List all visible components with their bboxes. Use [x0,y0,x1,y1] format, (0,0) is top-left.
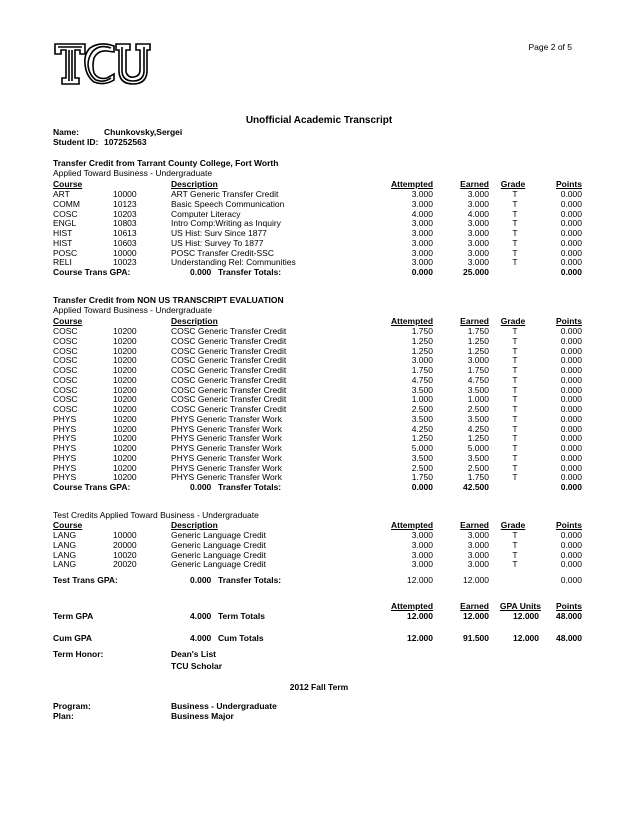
course-description: COSC Generic Transfer Credit [171,355,287,366]
course-description: Intro Comp:Writing as Inquiry [171,218,281,229]
points: 0.000 [560,413,582,424]
earned: 3.500 [467,384,489,395]
course-number: 10023 [113,257,137,268]
course-number: 10200 [113,355,137,366]
points: 0.000 [560,355,582,366]
totals-points: 0.000 [560,482,582,492]
term-honor-deans-list: Dean's List [171,649,217,659]
attempted: 3.000 [411,257,433,268]
attempted: 1.000 [411,394,433,405]
course-number: 20000 [113,539,137,550]
grade: T [512,539,518,550]
plan-label: Plan: [53,711,74,721]
points: 0.000 [560,472,582,483]
course-number: 10000 [113,189,137,199]
header-points: Points [556,520,582,530]
term-gpa-label: Term GPA [53,611,94,621]
attempted: 1.750 [411,472,433,483]
earned: 1.000 [467,394,489,405]
earned: 1.750 [467,472,489,483]
points: 0.000 [560,462,582,473]
attempted: 3.500 [411,452,433,463]
course-code: PHYS [53,452,77,463]
attempted: 3.000 [411,559,433,570]
course-number: 10603 [113,237,137,248]
course-code: PHYS [53,423,77,434]
attempted: 4.750 [411,374,433,385]
grade: T [512,472,518,483]
earned: 3.500 [467,413,489,424]
earned: 3.000 [467,237,489,248]
course-code: COSC [53,394,78,405]
header-points: Points [556,179,582,189]
header-points: Points [556,316,582,326]
course-description: PHYS Generic Transfer Work [171,423,282,434]
earned: 3.000 [467,355,489,366]
course-number: 10200 [113,384,137,395]
grade: T [512,326,518,336]
grade: T [512,423,518,434]
course-description: PHYS Generic Transfer Work [171,443,282,453]
course-number: 10200 [113,423,137,434]
term-earned: 12.000 [463,611,489,621]
course-description: Generic Language Credit [171,559,266,570]
course-code: COSC [53,208,78,219]
grade: T [512,394,518,405]
course-code: ART [53,189,70,199]
course-code: ENGL [53,218,77,229]
attempted: 3.000 [411,198,433,209]
term-gpa: 4.000 [190,611,212,621]
header-points: Points [556,601,582,611]
earned: 3.000 [467,189,489,199]
attempted: 4.250 [411,423,433,434]
course-number: 10803 [113,218,137,229]
course-description: COSC Generic Transfer Credit [171,384,287,395]
course-number: 10020 [113,549,137,560]
attempted: 1.750 [411,365,433,375]
attempted: 3.000 [411,218,433,229]
totals-earned: 25.000 [463,267,489,277]
header-attempted: Attempted [391,179,434,189]
trans-gpa-value: 0.000 [190,482,212,492]
transfer-totals-label: Transfer Totals: [218,575,282,585]
attempted: 3.000 [411,228,433,238]
course-number: 10200 [113,326,137,336]
earned: 1.750 [467,326,489,336]
earned: 3.000 [467,257,489,268]
trans-gpa-value: 0.000 [190,267,212,277]
earned: 2.500 [467,462,489,473]
course-description: COSC Generic Transfer Credit [171,404,287,414]
cum-totals-label: Cum Totals [218,633,264,643]
term-honor-tcu-scholar: TCU Scholar [171,661,223,671]
course-code: RELI [53,257,72,268]
header-gpa-units: GPA Units [499,601,541,611]
course-code: COSC [53,326,78,336]
course-code: COSC [53,374,78,385]
grade: T [512,374,518,385]
earned: 1.250 [467,345,489,356]
student-id: 107252563 [104,137,147,147]
totals-attempted: 0.000 [411,482,433,492]
section-subtitle: Applied Toward Business - Undergraduate [53,168,213,178]
grade: T [512,462,518,473]
course-code: HIST [53,237,73,248]
attempted: 1.250 [411,335,433,346]
grade: T [512,335,518,346]
attempted: 3.000 [411,530,433,540]
course-description: COSC Generic Transfer Credit [171,326,287,336]
trans-gpa-label: Course Trans GPA: [53,267,131,277]
attempted: 3.500 [411,384,433,395]
course-description: ART Generic Transfer Credit [171,189,279,199]
course-number: 10613 [113,228,137,238]
trans-gpa-label: Course Trans GPA: [53,482,131,492]
points: 0.000 [560,530,582,540]
trans-gpa-label: Test Trans GPA: [53,575,118,585]
header-grade: Grade [500,179,526,189]
term-points: 48.000 [556,611,582,621]
grade: T [512,345,518,356]
course-number: 10203 [113,208,137,219]
course-description: Basic Speech Communication [171,198,285,209]
totals-points: 0.000 [560,575,582,585]
course-description: COSC Generic Transfer Credit [171,394,287,405]
program-label: Program: [53,701,91,711]
earned: 4.000 [467,208,489,219]
course-description: COSC Generic Transfer Credit [171,365,287,375]
course-code: COMM [53,198,80,209]
earned: 4.750 [467,374,489,385]
grade: T [512,189,518,199]
header-course: Course [53,179,83,189]
term-attempted: 12.000 [407,611,433,621]
student-id-label: Student ID: [53,137,99,147]
attempted: 3.000 [411,539,433,550]
term-honor-label: Term Honor: [53,649,104,659]
earned: 4.250 [467,423,489,434]
term-gpa-units: 12.000 [513,611,539,621]
header-earned: Earned [460,601,489,611]
tcu-logo [52,38,152,88]
program-value: Business - Undergraduate [171,701,277,711]
attempted: 1.750 [411,326,433,336]
grade: T [512,549,518,560]
earned: 5.000 [467,443,489,453]
course-code: HIST [53,228,73,238]
student-name: Chunkovsky,Sergei [104,127,183,137]
points: 0.000 [560,374,582,385]
course-code: POSC [53,247,78,258]
points: 0.000 [560,384,582,395]
earned: 2.500 [467,404,489,414]
cum-attempted: 12.000 [407,633,433,643]
term-totals-label: Term Totals [218,611,265,621]
course-number: 10200 [113,413,137,424]
course-description: COSC Generic Transfer Credit [171,335,287,346]
earned: 1.250 [467,335,489,346]
attempted: 3.500 [411,413,433,424]
points: 0.000 [560,404,582,414]
earned: 1.250 [467,433,489,444]
course-number: 10200 [113,365,137,375]
attempted: 2.500 [411,462,433,473]
totals-attempted: 12.000 [407,575,433,585]
next-term-title: 2012 Fall Term [289,682,349,692]
course-description: Understanding Rel: Communities [171,257,296,268]
plan-value: Business Major [171,711,234,721]
cum-earned: 91.500 [463,633,489,643]
grade: T [512,530,518,540]
points: 0.000 [560,452,582,463]
attempted: 3.000 [411,237,433,248]
course-number: 10200 [113,345,137,356]
points: 0.000 [560,394,582,405]
points: 0.000 [560,247,582,258]
course-code: PHYS [53,462,77,473]
course-description: PHYS Generic Transfer Work [171,462,282,473]
course-number: 10200 [113,394,137,405]
totals-earned: 12.000 [463,575,489,585]
points: 0.000 [560,237,582,248]
course-number: 10123 [113,198,137,209]
header-description: Description [171,520,218,530]
points: 0.000 [560,189,582,199]
cum-gpa: 4.000 [190,633,212,643]
name-label: Name: [53,127,79,137]
course-code: PHYS [53,472,77,483]
header-course: Course [53,316,83,326]
header-earned: Earned [460,179,489,189]
attempted: 3.000 [411,355,433,366]
header-description: Description [171,316,218,326]
course-number: 10200 [113,443,137,453]
course-description: COSC Generic Transfer Credit [171,374,287,385]
section-title: Transfer Credit from NON US TRANSCRIPT EVALUATION [53,295,284,305]
course-code: PHYS [53,443,77,453]
earned: 3.500 [467,452,489,463]
points: 0.000 [560,335,582,346]
points: 0.000 [560,549,582,560]
attempted: 5.000 [411,443,433,453]
points: 0.000 [560,257,582,268]
course-code: LANG [53,559,77,570]
section-title: Test Credits Applied Toward Business - Undergraduate [53,510,259,520]
earned: 3.000 [467,228,489,238]
section-subtitle: Applied Toward Business - Undergraduate [53,305,213,315]
course-code: COSC [53,384,78,395]
points: 0.000 [560,423,582,434]
attempted: 3.000 [411,247,433,258]
course-code: COSC [53,355,78,366]
points: 0.000 [560,208,582,219]
totals-earned: 42.500 [463,482,489,492]
header-course: Course [53,520,83,530]
course-code: LANG [53,530,77,540]
course-code: COSC [53,345,78,356]
course-description: PHYS Generic Transfer Work [171,472,282,483]
grade: T [512,443,518,453]
attempted: 3.000 [411,549,433,560]
course-number: 10200 [113,452,137,463]
section-title: Transfer Credit from Tarrant County College, Fort Worth [53,158,279,168]
grade: T [512,433,518,444]
points: 0.000 [560,198,582,209]
earned: 3.000 [467,539,489,550]
points: 0.000 [560,443,582,453]
attempted: 4.000 [411,208,433,219]
course-number: 10200 [113,404,137,414]
grade: T [512,404,518,414]
course-code: PHYS [53,413,77,424]
course-description: Generic Language Credit [171,530,266,540]
earned: 3.000 [467,218,489,229]
transfer-totals-label: Transfer Totals: [218,267,282,277]
attempted: 1.250 [411,345,433,356]
points: 0.000 [560,228,582,238]
course-number: 20020 [113,559,137,570]
course-code: LANG [53,549,77,560]
earned: 3.000 [467,559,489,570]
course-number: 10200 [113,433,137,444]
earned: 3.000 [467,549,489,560]
points: 0.000 [560,326,582,336]
header-attempted: Attempted [391,316,434,326]
trans-gpa-value: 0.000 [190,575,212,585]
course-code: PHYS [53,433,77,444]
header-grade: Grade [500,316,526,326]
totals-points: 0.000 [560,267,582,277]
course-description: PHYS Generic Transfer Work [171,433,282,444]
course-description: PHYS Generic Transfer Work [171,413,282,424]
grade: T [512,247,518,258]
header-earned: Earned [460,316,489,326]
transfer-totals-label: Transfer Totals: [218,482,282,492]
attempted: 1.250 [411,433,433,444]
cum-gpa-units: 12.000 [513,633,539,643]
course-number: 10000 [113,530,137,540]
points: 0.000 [560,433,582,444]
course-description: US Hist: Surv Since 1877 [171,228,267,238]
totals-attempted: 0.000 [411,267,433,277]
points: 0.000 [560,345,582,356]
points: 0.000 [560,559,582,570]
attempted: 2.500 [411,404,433,414]
course-code: COSC [53,365,78,375]
header-attempted: Attempted [391,520,434,530]
course-number: 10000 [113,247,137,258]
course-code: COSC [53,335,78,346]
earned: 3.000 [467,530,489,540]
grade: T [512,413,518,424]
grade: T [512,208,518,219]
grade: T [512,384,518,395]
course-number: 10200 [113,335,137,346]
course-description: Generic Language Credit [171,539,266,550]
page-number: Page 2 of 5 [528,42,572,52]
points: 0.000 [560,539,582,550]
earned: 3.000 [467,247,489,258]
cum-gpa-label: Cum GPA [53,633,93,643]
attempted: 3.000 [411,189,433,199]
header-earned: Earned [460,520,489,530]
points: 0.000 [560,365,582,375]
grade: T [512,257,518,268]
grade: T [512,237,518,248]
document-title: Unofficial Academic Transcript [245,115,393,126]
course-description: Computer Literacy [171,208,241,219]
course-description: PHYS Generic Transfer Work [171,452,282,463]
grade: T [512,355,518,366]
header-grade: Grade [500,520,526,530]
course-description: POSC Transfer Credit-SSC [171,247,274,258]
grade: T [512,198,518,209]
grade: T [512,452,518,463]
grade: T [512,218,518,229]
course-number: 10200 [113,472,137,483]
cum-points: 48.000 [556,633,582,643]
header-description: Description [171,179,218,189]
grade: T [512,559,518,570]
course-code: LANG [53,539,77,550]
course-description: US Hist: Survey To 1877 [171,237,264,248]
course-number: 10200 [113,462,137,473]
grade: T [512,228,518,238]
course-number: 10200 [113,374,137,385]
header-attempted: Attempted [391,601,434,611]
points: 0.000 [560,218,582,229]
earned: 3.000 [467,198,489,209]
course-code: COSC [53,404,78,414]
earned: 1.750 [467,365,489,375]
course-description: COSC Generic Transfer Credit [171,345,287,356]
course-description: Generic Language Credit [171,549,266,560]
grade: T [512,365,518,375]
